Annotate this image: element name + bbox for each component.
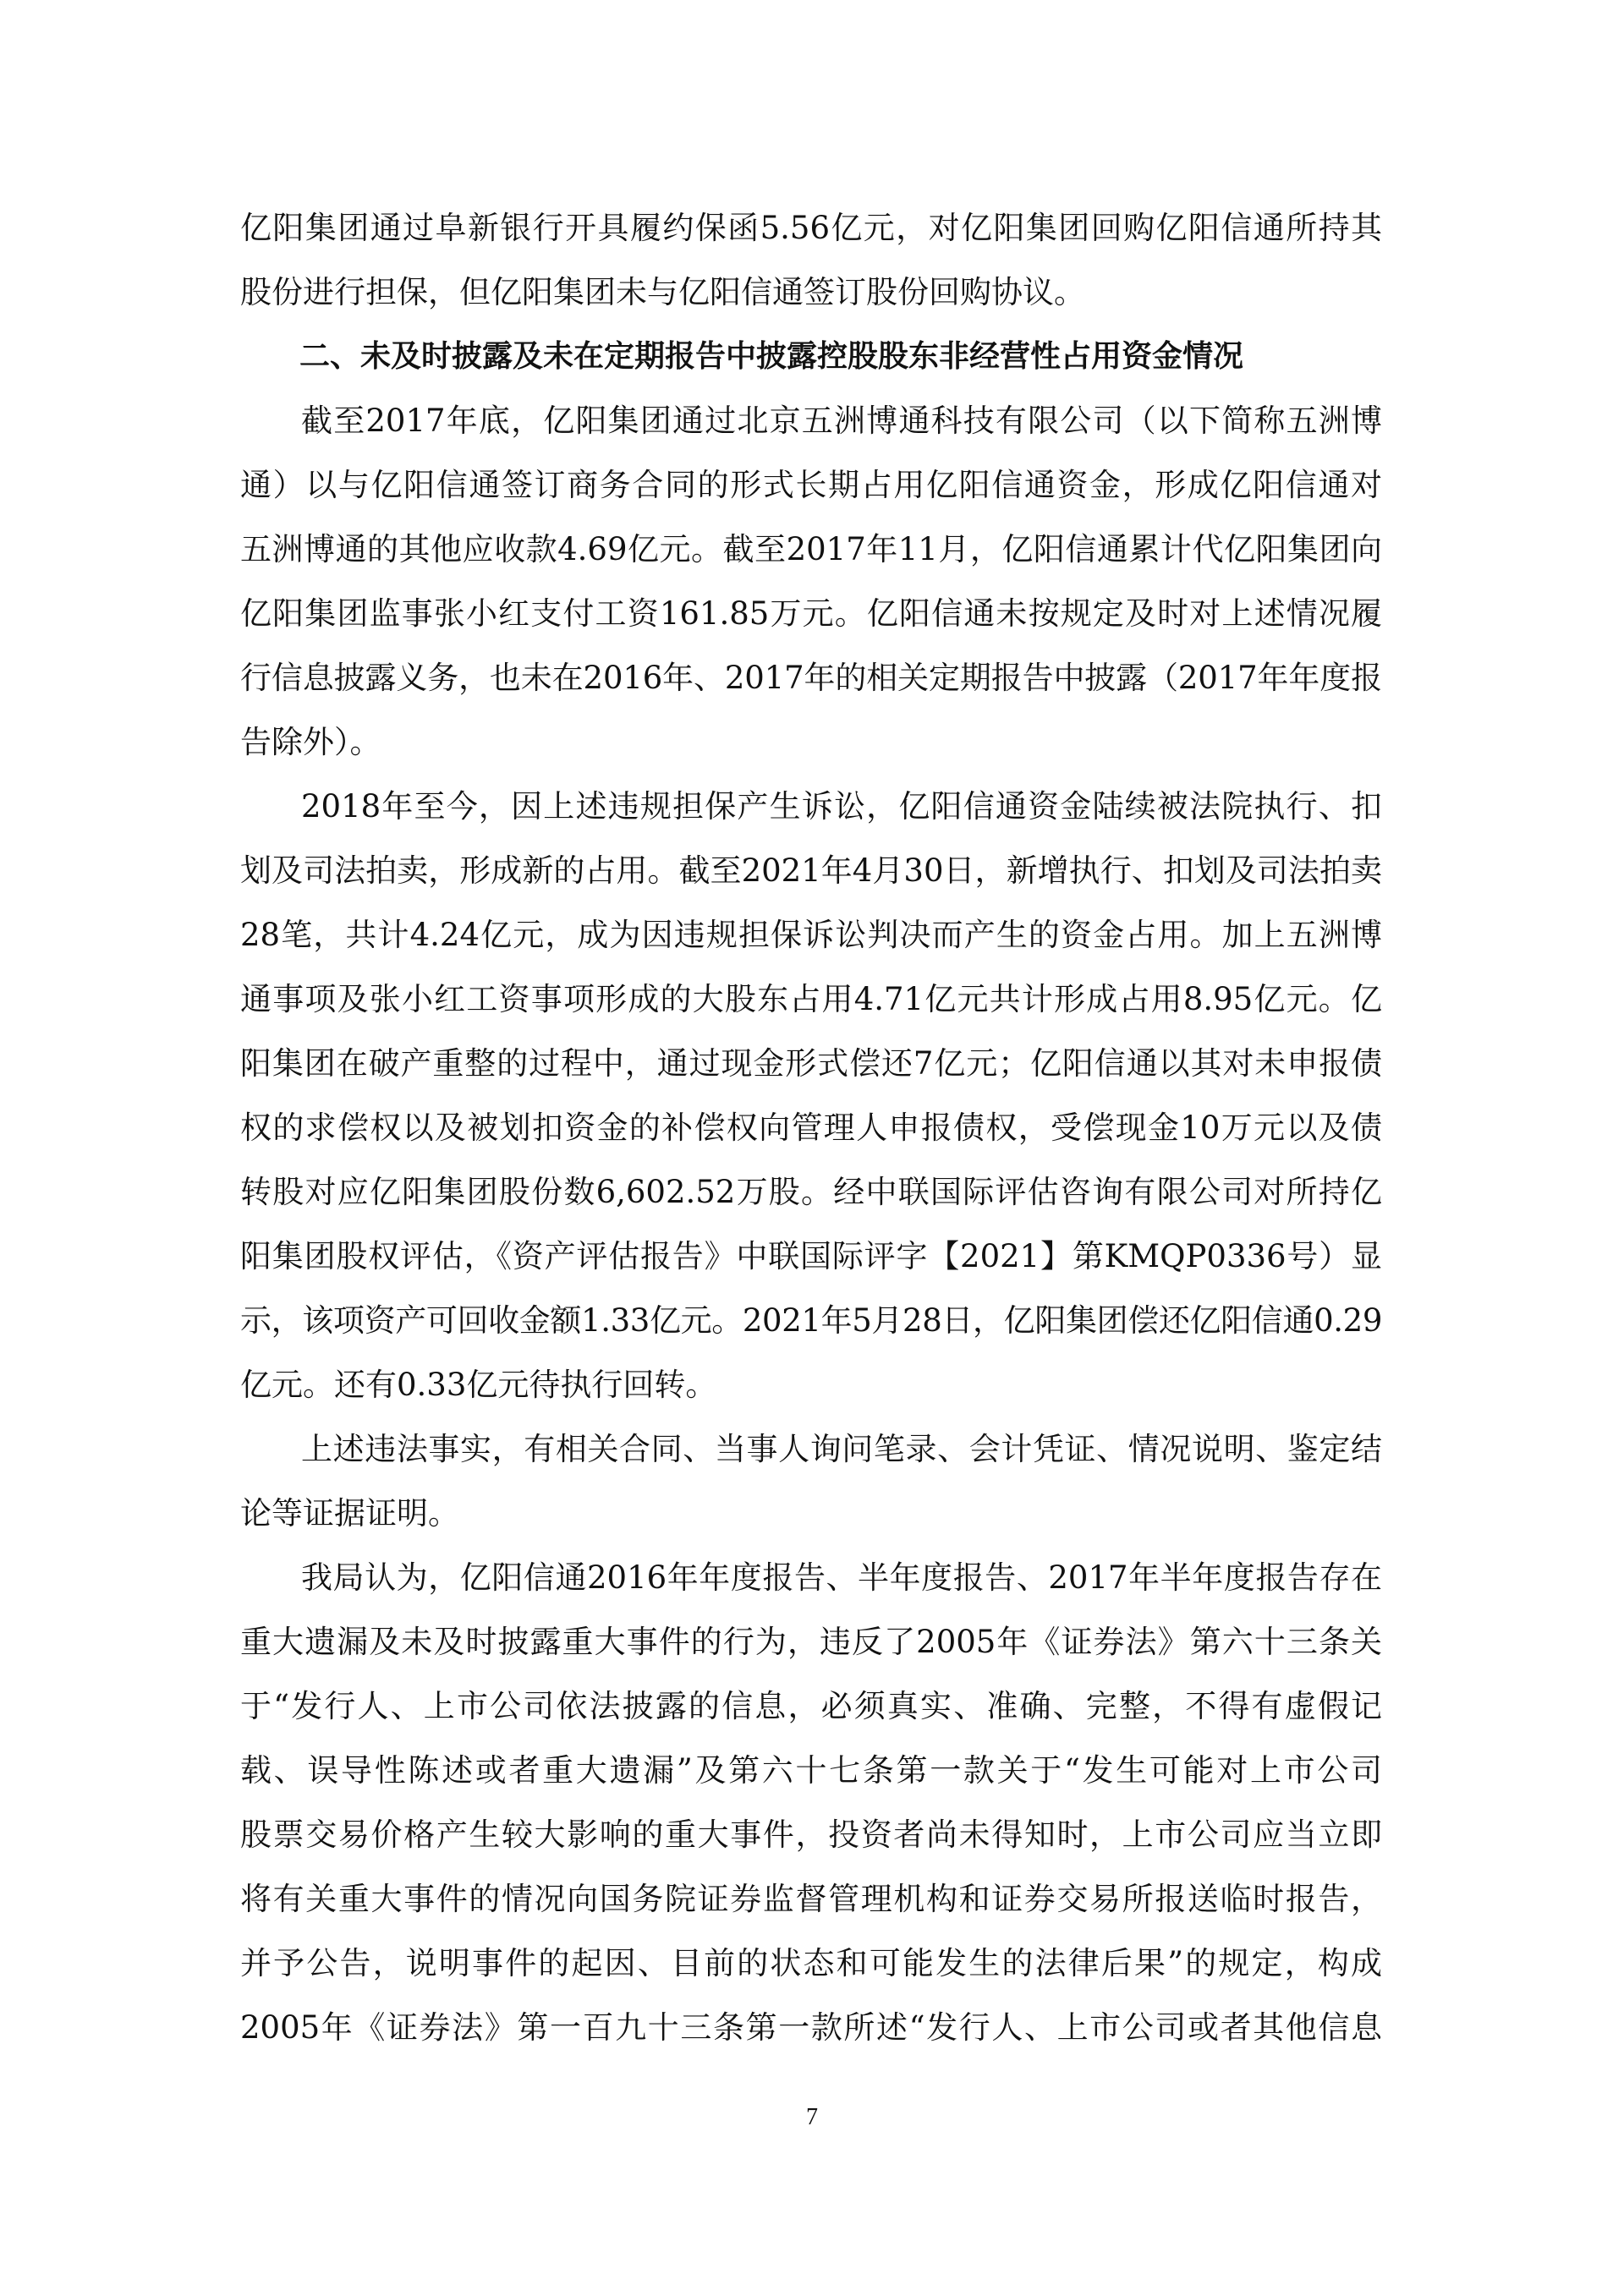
text-line: 五洲博通的其他应收款4.69亿元。截至2017年11月，亿阳信通累计代亿阳集团向	[240, 531, 1382, 567]
text-line: 28笔，共计4.24亿元，成为因违规担保诉讼判决而产生的资金占用。加上五洲博	[240, 917, 1382, 953]
text-line: 股票交易价格产生较大影响的重大事件，投资者尚未得知时，上市公司应当立即	[240, 1817, 1382, 1853]
text-line: 阳集团在破产重整的过程中，通过现金形式偿还7亿元；亿阳信通以其对未申报债	[240, 1045, 1382, 1082]
text-line: 将有关重大事件的情况向国务院证券监督管理机构和证券交易所报送临时报告，	[240, 1881, 1382, 1917]
text-line: 转股对应亿阳集团股份数6,602.52万股。经中联国际评估咨询有限公司对所持亿	[240, 1174, 1382, 1210]
text-line: 阳集团股权评估，《资产评估报告》中联国际评字【2021】第KMQP0336号）显	[240, 1238, 1382, 1274]
text-line: 权的求偿权以及被划扣资金的补偿权向管理人申报债权，受偿现金10万元以及债	[240, 1110, 1382, 1146]
text-line: 通事项及张小红工资事项形成的大股东占用4.71亿元共计形成占用8.95亿元。亿	[240, 981, 1382, 1017]
text-line: 亿阳集团通过阜新银行开具履约保函5.56亿元，对亿阳集团回购亿阳信通所持其	[240, 210, 1382, 246]
text-line: 我局认为，亿阳信通2016年年度报告、半年度报告、2017年半年度报告存在	[301, 1559, 1382, 1596]
text-line: 亿阳集团监事张小红支付工资161.85万元。亿阳信通未按规定及时对上述情况履	[240, 595, 1382, 632]
text-line: 告除外）。	[240, 724, 381, 760]
text-line: 载、误导性陈述或者重大遗漏”及第六十七条第一款关于“发生可能对上市公司	[240, 1752, 1382, 1789]
text-line: 重大遗漏及未及时披露重大事件的行为，违反了2005年《证券法》第六十三条关	[240, 1624, 1382, 1660]
text-line: 2005年《证券法》第一百九十三条第一款所述“发行人、上市公司或者其他信息	[240, 2009, 1382, 2046]
text-line: 截至2017年底，亿阳集团通过北京五洲博通科技有限公司（以下简称五洲博	[301, 403, 1382, 439]
text-line: 亿元。还有0.33亿元待执行回转。	[240, 1367, 717, 1403]
page-number: 7	[806, 2104, 818, 2130]
text-line: 于“发行人、上市公司依法披露的信息，必须真实、准确、完整，不得有虚假记	[240, 1688, 1382, 1724]
text-line: 示，该项资产可回收金额1.33亿元。2021年5月28日，亿阳集团偿还亿阳信通0.29	[240, 1302, 1382, 1339]
text-line: 2018年至今，因上述违规担保产生诉讼，亿阳信通资金陆续被法院执行、扣	[301, 788, 1382, 825]
text-line: 划及司法拍卖，形成新的占用。截至2021年4月30日，新增执行、扣划及司法拍卖	[240, 852, 1382, 889]
text-line: 通）以与亿阳信通签订商务合同的形式长期占用亿阳信通资金，形成亿阳信通对	[240, 467, 1382, 503]
document-body	[240, 203, 1382, 2067]
text-line: 行信息披露义务，也未在2016年、2017年的相关定期报告中披露（2017年年度报	[240, 660, 1382, 696]
text-line: 并予公告，说明事件的起因、目前的状态和可能发生的法律后果”的规定，构成	[240, 1945, 1382, 1981]
text-line: 上述违法事实，有相关合同、当事人询问笔录、会计凭证、情况说明、鉴定结	[301, 1431, 1382, 1467]
text-line: 论等证据证明。	[240, 1495, 459, 1532]
section-heading: 二、未及时披露及未在定期报告中披露控股股东非经营性占用资金情况	[299, 339, 1244, 374]
text-line: 股份进行担保，但亿阳集团未与亿阳信通签订股份回购协议。	[240, 274, 1085, 310]
